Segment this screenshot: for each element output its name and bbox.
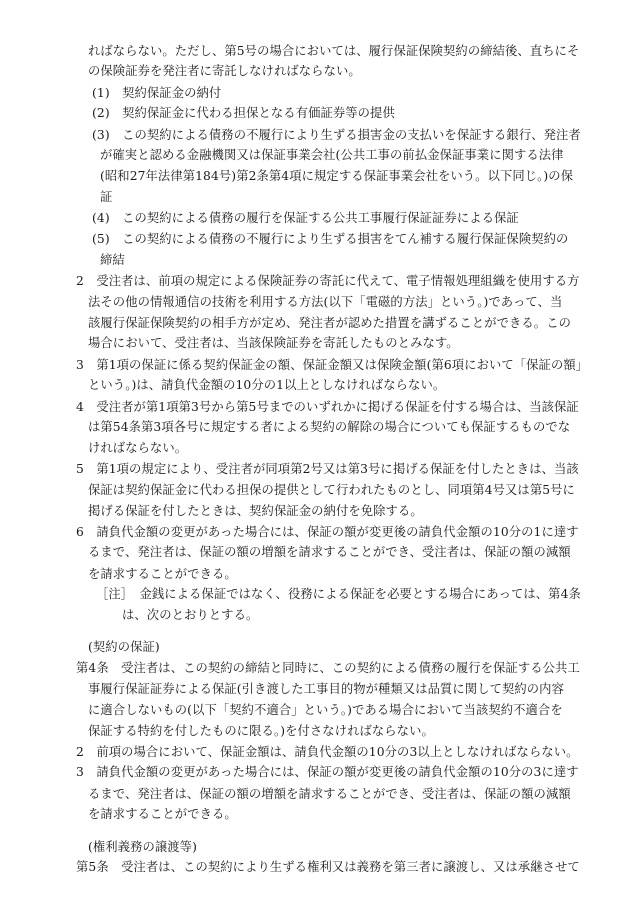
list-item: (3) この契約による債務の不履行により生ずる損害金の支払いを保証する銀行、発注者 [92, 127, 581, 142]
list-item: (5) この契約による債務の不履行により生ずる損害をてん補する履行保証保険契約の [92, 231, 569, 246]
text-line: に適合しないもの(以下「契約不適合」という。)である場合において当該契約不適合を [88, 703, 563, 718]
text-line: は第54条第3項各号に規定する者による契約の解除の場合についても保証するものでな [88, 420, 571, 434]
text-line: 法その他の情報通信の技術を利用する方法(以下「電磁的方法」という。)であって、当 [88, 294, 563, 309]
list-item: (2) 契約保証金に代わる担保となる有価証券等の提供 [92, 106, 395, 121]
section-heading: (契約の保証) [88, 640, 160, 654]
note: ［注］ 金銭による保証ではなく、役務による保証を必要とする場合にあっては、第4条 [96, 587, 581, 602]
article-4: 第4条 受注者は、この契約の締結と同時に、この契約による債務の履行を保証する公共工 [76, 661, 580, 676]
article-4-paragraph-2: 2 前項の場合において、保証金額は、請負代金額の10分の3以上としなければならない。 [76, 744, 579, 759]
text-line: 保証する特約を付したものに限る。)を付さなければならない。 [88, 723, 434, 738]
text-line: を請求することができる。 [88, 566, 237, 581]
text-line: 該履行保証保険契約の相手方が定め、発注者が認めた措置を講ずることができる。この [88, 316, 571, 330]
text-line: 事履行保証証券による保証(引き渡した工事目的物が種類又は品質に関して契約の内容 [88, 681, 564, 696]
text-line: が確実と認める金融機関又は保証事業会社(公共工事の前払金保証事業に関する法律 [100, 148, 564, 162]
text-line: ければならない。 [88, 441, 188, 456]
paragraph-4: 4 受注者が第1項第3号から第5号までのいずれかに掲げる保証を付する場合は、当該保証 [76, 399, 579, 414]
paragraph-2: 2 受注者は、前項の規定による保険証券の寄託に代えて、電子情報処理組織を使用する方 [76, 274, 580, 289]
text-line: 証 [100, 189, 113, 204]
text-line: 保証は契約保証金に代わる担保の提供として行われたものとし、同項第4号又は第5号に [88, 483, 575, 498]
text-line: の保険証券を発注者に寄託しなければならない。 [88, 64, 361, 79]
text-line: という。)は、請負代金額の10分の1以上としなければならない。 [88, 378, 446, 393]
list-item: (1) 契約保証金の納付 [92, 85, 222, 100]
paragraph-3: 3 第1項の保証に係る契約保証金の額、保証金額又は保険金額(第6項において「保証の額」 [76, 357, 589, 372]
text-line: (昭和27年法律第184号)第2条第4項に規定する保証事業会社をいう。以下同じ。)の保 [100, 169, 574, 184]
text-line: るまで、発注者は、保証の額の増額を請求することができ、受注者は、保証の額の減額 [88, 545, 571, 560]
text-line: を請求することができる。 [88, 807, 237, 822]
section-heading: (権利義務の譲渡等) [88, 839, 197, 854]
article-4-paragraph-3: 3 請負代金額の変更があった場合には、保証の額が変更後の請負代金額の10分の3に達す [76, 765, 579, 780]
paragraph-5: 5 第1項の規定により、受注者が同項第2号又は第3号に掲げる保証を付したときは、当該 [76, 461, 579, 476]
text-line: 場合において、受注者は、当該保険証券を寄託したものとみなす。 [88, 336, 459, 351]
text-line: は、次のとおりとする。 [122, 608, 259, 623]
article-5: 第5条 受注者は、この契約により生ずる権利又は義務を第三者に譲渡し、又は承継させて [76, 860, 580, 874]
text-line: ればならない。ただし、第5号の場合においては、履行保証保険契約の締結後、直ちにそ [88, 44, 580, 58]
paragraph-6: 6 請負代金額の変更があった場合には、保証の額が変更後の請負代金額の10分の1に達す [76, 524, 579, 539]
list-item: (4) この契約による債務の履行を保証する公共工事履行保証証券による保証 [92, 211, 519, 226]
text-line: 掲げる保証を付したときは、契約保証金の納付を免除する。 [88, 503, 423, 518]
text-line: るまで、発注者は、保証の額の増額を請求することができ、受注者は、保証の額の減額 [88, 786, 571, 801]
text-line: 締結 [100, 252, 125, 267]
